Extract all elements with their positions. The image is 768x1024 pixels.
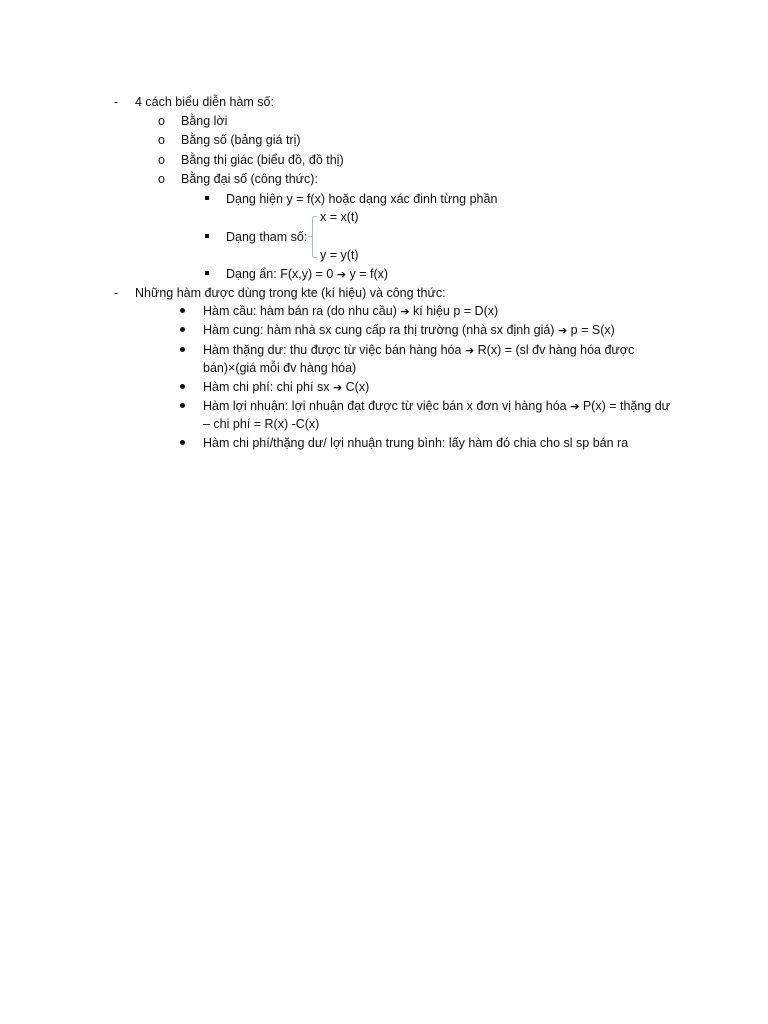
demand-text: Hàm cầu: hàm bán ra (do nhu cầu) (203, 304, 397, 318)
brace-icon (312, 216, 317, 258)
arrow-right-icon: ➔ (400, 305, 410, 318)
list-item-profit (203, 397, 670, 416)
bullet-dot-icon (180, 327, 185, 332)
list-o-marker: o (158, 114, 165, 128)
list-o-marker: o (158, 153, 165, 167)
list-item-supply (203, 321, 615, 340)
explicit-form: Dạng hiện y = f(x) hoặc dạng xác đinh từng phần (226, 192, 498, 206)
supply-formula: p = S(x) (570, 323, 615, 337)
arrow-right-icon: ➔ (557, 324, 568, 337)
arrow-right-icon: ➔ (336, 268, 347, 281)
cost-text: Hàm chi phí: chi phí sx (203, 380, 330, 394)
list-item: Bằng số (bảng giá trị) (181, 133, 301, 147)
profit-text: Hàm lợi nhuận: lợi nhuận đạt được từ việc bán x đơn vị hàng hóa (203, 399, 567, 413)
list-o-marker: o (158, 133, 165, 147)
revenue-formula-continued: bán)×(giá mỗi đv hàng hóa) (203, 361, 357, 375)
list-dash-marker: - (114, 286, 119, 300)
cost-formula: C(x) (345, 380, 370, 394)
bullet-dot-icon (180, 440, 185, 445)
param-y-equation: y = y(t) (320, 248, 359, 262)
supply-text: Hàm cung: hàm nhà sx cung cấp ra thị trường (nhà sx định giá) (203, 323, 555, 337)
arrow-right-icon: ➔ (464, 344, 475, 357)
implicit-form (226, 265, 388, 284)
arrow-right-icon: ➔ (332, 381, 343, 394)
implicit-form-left: Dạng ẩn: F(x,y) = 0 (226, 267, 334, 281)
list-item: Bằng đại số (công thức): (181, 172, 318, 186)
profit-formula-continued: – chi phí = R(x) -C(x) (203, 417, 320, 431)
list-item-revenue (203, 341, 634, 360)
demand-formula: kí hiệu p = D(x) (413, 304, 499, 318)
bullet-dot-icon (180, 347, 185, 352)
bullet-dot-icon (180, 403, 185, 408)
list-item: Bằng thị giác (biểu đồ, đồ thị) (181, 153, 344, 167)
list-item-demand (203, 302, 498, 321)
profit-formula: P(x) = thặng dư (582, 399, 671, 413)
arrow-right-icon: ➔ (570, 400, 580, 413)
bullet-dot-icon (180, 308, 185, 313)
list-item-average: Hàm chi phí/thặng dư/ lợi nhuận trung bình: lấy hàm đó chia cho sl sp bán ra (203, 436, 629, 450)
implicit-form-right: y = f(x) (349, 267, 389, 281)
revenue-formula: R(x) = (sl đv hàng hóa được (477, 343, 635, 357)
list-item: Bằng lời (181, 114, 228, 128)
list-item-cost (203, 378, 369, 397)
param-form-label: Dạng tham số: (226, 230, 308, 244)
list-dash-marker: - (114, 95, 119, 109)
brace-tick-icon (308, 236, 312, 237)
list-o-marker: o (158, 172, 165, 186)
section-heading-representations: 4 cách biểu diễn hàm số: (135, 95, 274, 109)
section-heading-economic-functions: Những hàm được dùng trong kte (kí hiệu) và công thức: (135, 286, 446, 300)
revenue-text: Hàm thặng dư: thu được từ việc bán hàng hóa (203, 343, 462, 357)
square-bullet-icon (205, 234, 209, 238)
square-bullet-icon (205, 271, 209, 275)
bullet-dot-icon (180, 384, 185, 389)
param-x-equation: x = x(t) (320, 210, 359, 224)
square-bullet-icon (205, 196, 209, 200)
